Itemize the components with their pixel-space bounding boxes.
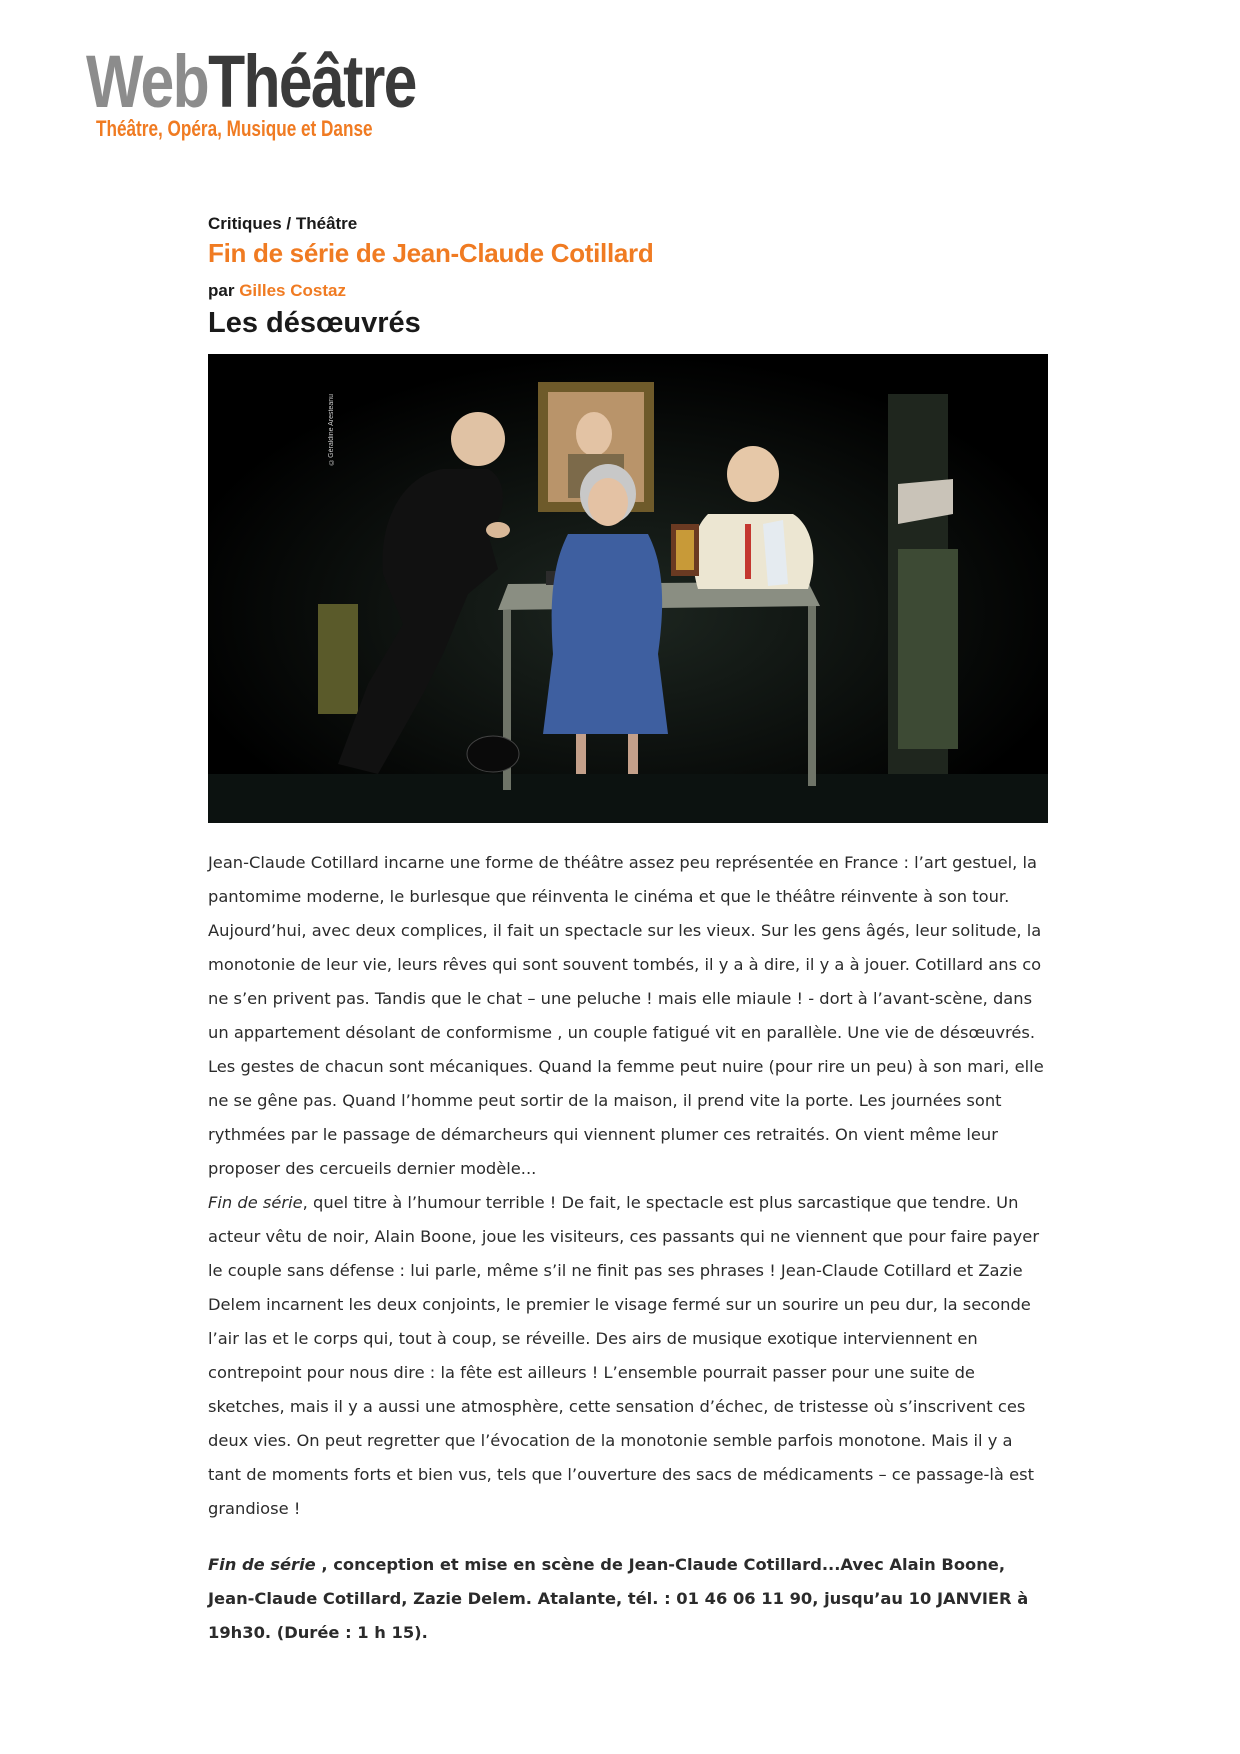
article-header bbox=[208, 214, 1048, 340]
logo-theatre: Théâtre bbox=[208, 40, 416, 123]
author-link[interactable]: Gilles Costaz bbox=[239, 281, 346, 300]
body-paragraph-2 bbox=[208, 1186, 1050, 1526]
site-logo[interactable] bbox=[86, 40, 446, 142]
section-breadcrumb[interactable]: Critiques / Théâtre bbox=[208, 214, 358, 233]
byline bbox=[208, 281, 1048, 301]
show-info bbox=[208, 1548, 1050, 1650]
show-info-title: Fin de série bbox=[208, 1555, 316, 1574]
article-headline: Fin de série de Jean-Claude Cotillard bbox=[208, 238, 654, 268]
article-body bbox=[208, 846, 1050, 1650]
logo-tagline: Théâtre, Opéra, Musique et Danse bbox=[96, 116, 373, 141]
body-paragraph-2-text: , quel titre à l’humour terrible ! De fait, le spectacle est plus sarcastique que tendre. Un acteur vêtu de noir, Alain Boone, joue les visiteurs, ces passants qui ne viennent que pour faire payer le couple sans défense : lui parle, même s’il ne finit pas ses phrases ! Jean-Claude Cotillard et Zazie Delem incarnent les deux conjoints, le premier le visage fermé sur un sourire un peu dur, la seconde l’air las et le corps qui, tout à coup, se réveille. Des airs de musique exotique interviennent en contrepoint pour nous dire : la fête est ailleurs ! L’ensemble pourrait passer pour une suite de sketches, mais il y a aussi une atmosphère, cette sensation d’échec, de tristesse où s’inscrivent ces deux vies. On peut regretter que l’évocation de la monotonie semble parfois monotone. Mais il y a tant de moments forts et bien vus, tels que l’ouverture des sacs de médicaments – ce passage-là est grandiose ! bbox=[208, 1193, 1040, 1518]
show-title: Fin de série bbox=[208, 1193, 303, 1212]
logo-web: Web bbox=[86, 40, 209, 123]
article-photo bbox=[208, 354, 1048, 823]
show-info-text: , conception et mise en scène de Jean-Claude Cotillard...Avec Alain Boone, Jean-Claude Cotillard, Zazie Delem. Atalante, tél. : 01 46 06 11 90, jusqu’au 10 JANVIER à 19h30. (Durée : 1 h 15). bbox=[208, 1555, 1029, 1642]
photo-credit: ©Géraldine Aresteanu bbox=[328, 394, 335, 465]
logo-wordmark bbox=[86, 40, 416, 123]
article-subhead: Les désœuvrés bbox=[208, 307, 421, 339]
byline-prefix: par bbox=[208, 281, 240, 300]
body-paragraph-1: Jean-Claude Cotillard incarne une forme de théâtre assez peu représentée en France : l’art gestuel, la pantomime moderne, le burlesque que réinventa le cinéma et que le théâtre réinvente à son tour. Aujourd’hui, avec deux complices, il fait un spectacle sur les vieux. Sur les gens âgés, leur solitude, la monotonie de leur vie, leurs rêves qui sont souvent tombés, il y a à dire, il y a à jouer. Cotillard ans co ne s’en privent pas. Tandis que le chat – une peluche ! mais elle miaule ! - dort à l’avant-scène, dans un appartement désolant de conformisme , un couple fatigué vit en parallèle. Une vie de désœuvrés. Les gestes de chacun sont mécaniques. Quand la femme peut nuire (pour rire un peu) à son mari, elle ne se gêne pas. Quand l’homme peut sortir de la maison, il prend vite la porte. Les journées sont rythmées par le passage de démarcheurs qui viennent plumer ces retraités. On vient même leur proposer des cercueils dernier modèle... bbox=[208, 853, 1044, 1178]
